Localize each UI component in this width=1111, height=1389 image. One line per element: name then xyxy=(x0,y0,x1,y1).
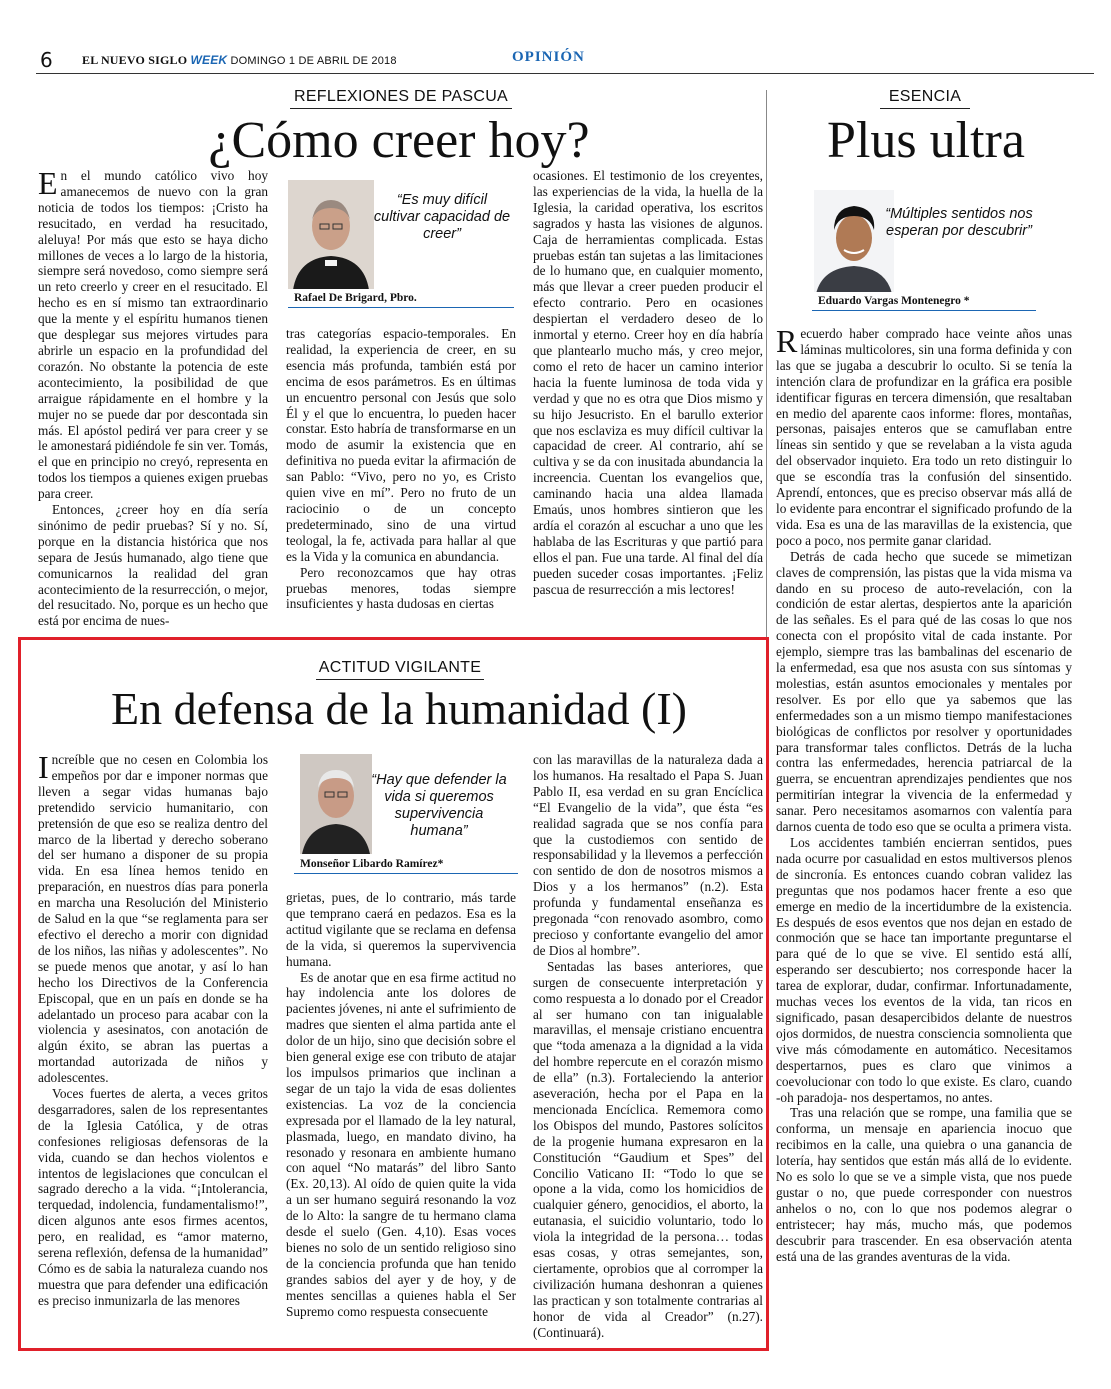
article3-text-2b: Es de anotar que en esa firme actitud no hay indolencia ante los dolores de pacientes jóvenes, ni ante el sufrimiento de madres que sienten el alma partida ante el dolor de un hijo, sino que decisión sobre el bien general exige ese con tributo de atajar los impulsos primarios que inclinan a segar de un tajo la vida de esas dolientes existencias. La voz de la conciencia expresada por el llamado de la ley natural, plasmada, luego, en mandato divino, ha resonado y resonara en ambiente humano con aquel “No matarás” del libro Santo (Ex. 20,13). Al oído de quien quite la vida a un ser humano seguirá resonando la voz de lo Alto: la sangre de tu hermano clama desde el suelo (Gen. 4,10). Esas voces bienes no solo de un sentido religioso sino de la conciencia profunda que han tenido grandes sabios del ayer y de hoy, y de mentes sencillas a quienes habla el Ser Supremo como respuesta consecuente xyxy=(286,969,516,1319)
author-photo-brigard xyxy=(288,180,374,290)
article2-text-1: ecuerdo haber comprado hace veinte años unas láminas multicolores, sin una forma definida y con las que se jugaba a descubrir lo oculto. Si se tenía la intención clara de profundizar en la gráfica era posible identificar figuras en tercera dimensión, que resaltaban en medio del aparente caos informe: flores, montañas, personas, paisajes enteros que se camuflaban entre líneas sin sentido y que se revelaban a la vista aguda del observador inquieto. Era todo un reto distinguir lo que se escondía tras la confusión del sinsentido. Aprendí, entonces, que es preciso observar más allá de lo evidente para encontrar el significado profundo de la vida. Esa es una de las maravillas de la existencia, que poco a poco, nos permite ganar claridad. xyxy=(776,326,1072,548)
article1-text-1: n el mundo católico vivo hoy amanecemos de nuevo con la gran noticia de todos los tiempos: ¡Cristo ha resucitado, en verdad ha resucitado, aleluya! Por más que esto se haya dicho millones de veces a lo largo de la historia, siempre será novedoso, como siempre será un reto creerlo y creer en el resucitado. El hecho es en sí mismo tan extraordinario que la mente y el espíritu humanos tienen que desplegar sus mejores virtudes para abrirle un espacio en la profundidad del corazón. No obstante la potencia de este acontecimiento, la posibilidad de que arraigue rápidamente en el hombre y la mujer no se puede dar por descontada sin más. El apóstol pedirá ver para creer y se le amonestará pidiéndole fe sin ver. Tomás, el que en principio no creyó, representa en todos los tiempos a quienes exigen pruebas para creer. xyxy=(38,168,268,502)
article3-pullquote: “Hay que defender la vida si queremos supervivencia humana” xyxy=(371,772,507,839)
article2-kicker: ESENCIA xyxy=(880,88,970,109)
article1-text-2b: Pero reconozcamos que hay otras pruebas menores, todas siempre insuficientes y hasta dudosas en ciertas xyxy=(286,564,516,612)
page-header xyxy=(36,48,1094,74)
article3-column-1 xyxy=(38,749,268,1332)
article1-kicker: REFLEXIONES DE PASCUA xyxy=(290,88,512,109)
page-number: 6 xyxy=(40,48,53,72)
article2-byline: Eduardo Vargas Montenegro * xyxy=(812,292,1036,311)
article2-pullquote: “Múltiples sentidos nos esperan por descubrir” xyxy=(885,206,1033,239)
article3-text-1b: Voces fuertes de alerta, a veces gritos desgarradores, salen de los representantes de la Iglesia Católica, y de otras confesiones religiosas defensoras de la vida, cuando se dan hechos violentos e intentos de legislaciones que conculcan el sagrado derecho a la vida. “¡Intolerancia, terquedad, indolencia, fundamentalismo!”, dicen algunos ante esos firmes acentos, pero, en realidad, es “amor materno, serena reflexión, defensa de la humanidad” Cómo es de sabia la naturaleza cuando nos muestra que para defender una edificación es preciso inmunizarla de las menores xyxy=(38,1086,268,1308)
article2-text-3: Los accidentes también encierran sentidos, pues nada ocurre por casualidad en estos multiversos plenos de sincronía. Es entonces cuando cobran validez las preguntas que nos podamos hacer frente a eso que emerge en medio de la incertidumbre de la existencia. Es después de esos eventos que nos dejan en estado de conmoción que se hace tan importante preguntarse el para qué de lo que se vive. El sentido está allí, esperando ser descubierto; nos corresponde hacer la tarea de explorar, dudar, confirmar. Infortunadamente, muchas veces los eventos de la vida, tan ricos en significado, pasan desapercibidos delante de nuestros ojos dormidos, de nuestra consciencia somnolienta que vive más cómodamente en automático. Necesitamos despertarnos, pues es claro que vinimos a coevolucionar con todo lo que existe. Es claro, cuando -oh paradoja- nos despertamos, no antes. xyxy=(776,835,1072,1105)
author-photo-vargas xyxy=(814,190,894,294)
article3-column-2 xyxy=(286,890,516,1330)
article3-text-3: con las maravillas de la naturaleza dada a los humanos. Ha resaltado el Papa S. Juan Pablo II, esa verdad en su gran Encíclica “El Evangelio de la vida”, que ésta “es realidad sagrada que se nos confía para que la custodiemos con sentido de responsabilidad y la llevemos a perfección con sentido de don de nosotros mismos a Dios y a los hermanos” (n.2). Esta profunda y fundamental enseñanza es pregonada “con renovado asombro, como precioso y confortante evangelio del amor de Dios al hombre”. xyxy=(533,752,763,958)
paper-name: EL NUEVO SIGLO xyxy=(82,53,188,67)
article2-text-4: Tras una relación que se rompe, una familia que se conforma, un mensaje en apariencia inocuo que recibimos en la calle, una quiebra o una ganancia de lotería, hay sentidos que están más allá de lo evidente. No es solo lo que se ve a simple vista, que nos puede gustar o no, que puede corresponder con nuestros anhelos o no, con lo que nos podemos alegrar o entristecer; hay más, mucho más, que podemos descubrir para trascender. En esa observación atenta está una de las grandes aventuras de la vida. xyxy=(776,1105,1072,1264)
article3-text-2: grietas, pues, de lo contrario, más tarde que temprano caerá en pedazos. Esa es la actitud vigilante que se reclama en defensa de la vida, si queremos la supervivencia humana. xyxy=(286,890,516,969)
article3-column-3 xyxy=(533,752,763,1340)
article1-pullquote: “Es muy difícil cultivar capacidad de creer” xyxy=(373,192,511,242)
article3-kicker: ACTITUD VIGILANTE xyxy=(316,659,484,680)
article2-title: Plus ultra xyxy=(827,112,1025,169)
article1-dropcap: E xyxy=(38,165,58,201)
portrait-image xyxy=(288,180,374,290)
article3-dropcap: I xyxy=(38,749,49,785)
article2-body xyxy=(776,323,1072,1336)
section-name: OPINIÓN xyxy=(512,49,585,65)
article1-title: ¿Cómo creer hoy? xyxy=(208,112,590,169)
article3-text-3b: Sentadas las bases anteriores, que surgen de consecuente interpretación y como respuesta a lo donado por el Creador al ser humano con tan inigualable maravillas, el mensaje cristiano encuentra que “toda amenaza a la dignidad a la vida del hombre repercute en el corazón mismo de ella” (n.3). Fortaleciendo la anterior aseveración, hecha por el Papa en la mencionada Encíclica. Rememora como los Obispos del mundo, Pastores solícitos de la progenie humana expresaron en la Constitución “Gaudium et Spes” del Concilio Vaticano II: “Todo lo que se opone a la vida, como los homicidios de cualquier género, genocidios, el aborto, la eutanasia, el suicidio voluntario, todo lo viola la integridad de la persona… todas esas cosas, y otras semejantes, son, ciertamente, oprobios que al corromper la civilización humana deshonran a quienes las practican y son totalmente contrarias al honor de vida al Creador” (n.27). (Continuará). xyxy=(533,958,763,1340)
article3-title: En defensa de la humanidad (I) xyxy=(110,683,688,734)
article1-column-2 xyxy=(286,326,516,626)
article3-byline: Monseñor Libardo Ramírez* xyxy=(294,855,518,874)
article1-byline: Rafael De Brigard, Pbro. xyxy=(288,289,514,308)
issue-date: DOMINGO 1 DE ABRIL DE 2018 xyxy=(230,55,397,67)
article1-text-2: tras categorías espacio-temporales. En realidad, la experiencia de creer, en su esencia más profunda, también está por encima de esos parámetros. Es en últimas un encuentro personal con Jesús que solo Él y el que lo encuentra, lo pueden hacer constar. Esto habría de transformarse en un modo de asumir la existencia que en definitiva no pueda evitar la afirmación de san Pablo: “Vivo, pero no yo, es Cristo quien vive en mí”. Pero no fruto de un raciocinio o de un concepto predeterminado, sino de una virtud teologal, la fe, activada para hallar al que es la Vida y la comunica en abundancia. xyxy=(286,326,516,564)
portrait-image xyxy=(300,754,372,854)
article1-text-3: ocasiones. El testimonio de los creyentes, las experiencias de la vida, la huella de la Iglesia, la caridad operativa, los escritos sagrados y hasta las visiones de algunos. Caja de herramientas complicada. Estas pruebas están tan sujetas a las limitaciones de lo humano que, en cualquier momento, más que llevar a creer pueden producir el efecto contrario. Pero en ocasiones despiertan el verdadero deseo de lo inmortal y eterno. Creer hoy en día habría que plantearlo mucho más, y creo mejor, como el reto de hacer un camino interior hacia la fuente luminosa de toda vida y verdad y que no es otra que Dios mismo y su hijo Jesucristo. En el barullo exterior que nos esclaviza es muy difícil cultivar la capacidad de creer. Al contrario, ahí se cultiva y se da con inusitada abundancia la increencia. Cuentan los evangelios que, caminando hacia una aldea llamada Emaús, unos hombres sintieron que les ardía el corazón al escuchar a uno que les hablaba de las Escrituras y que partió para ellos el pan. Fue una tarde. Al final del día pueden suceder cosas importantes. ¡Feliz pascua de resurrección a mis lectores! xyxy=(533,168,763,597)
newspaper-name xyxy=(82,53,397,68)
paper-week: WEEK xyxy=(190,53,228,67)
article2-dropcap: R xyxy=(776,323,798,359)
article1-column-3 xyxy=(533,168,763,628)
article2-text-2: Detrás de cada hecho que sucede se mimetizan claves de comprensión, las pistas que la vida misma va dando en su proceso de auto-revelación, con la condición de estar alertas, despiertos ante la aparición de las señales. Es el para qué de las cosas lo que nos conecta con el propósito vital de cada instante. Por ejemplo, siempre tras las bambalinas del escenario de la enfermedad, esa que nos asusta con sus síntomas y molestias, están asuntos emocionales y mentales por resolver. Es por ello que ya sabemos que las enfermedades son a un mismo tiempo manifestaciones biológicas de conflictos por resolver y oportunidades para transformar tales conflictos. Detrás de la lucha contra las enfermedades, herencia patriarcal de la guerra, se encuentran aprendizajes pendientes que nos permitirían integrar la vivencia de la enfermedad y sanar. Pero necesitamos asomarnos con valentía para darnos cuenta de todo eso que se oculta a primera vista. xyxy=(776,548,1072,835)
article1-text-1b: Entonces, ¿creer hoy en día sería sinónimo de pedir pruebas? Sí y no. Sí, porque en la distancia histórica que nos separa de Jesús humanado, algo tiene que comunicarnos la realidad del gran acontecimiento de la resurrección, o mejor, del resucitado. No, porque es un hecho que está por encima de nues- xyxy=(38,502,268,629)
portrait-image xyxy=(814,190,894,294)
article3-text-1: ncreíble que no cesen en Colombia los empeños por dar e imponer normas que lleven a segar vidas humanas bajo pretendido servicio humanitario, con pretensión de que eso se realiza dentro del marco de la libertad y derecho soberano del ser humano a disponer de su propia vida. En esa línea hemos tenido en preparación, en nuestros días para ponerla en marcha una Resolución del Ministerio de Salud en la que “se reglamenta para ser efectivo el derecho a morir con dignidad de los niños, las niñas y adolescentes”. No se puede menos que anotar, y así lo han hecho los Directivos de la Conferencia Episcopal, que en un país en donde se ha adelantado un proceso para acabar con la violencia y asesinatos, con anotación de algún éxito, se abran las puertas a mortandad autorizada de niños y adolescentes. xyxy=(38,752,268,1086)
article1-column-1 xyxy=(38,165,268,629)
author-photo-ramirez xyxy=(300,754,372,854)
